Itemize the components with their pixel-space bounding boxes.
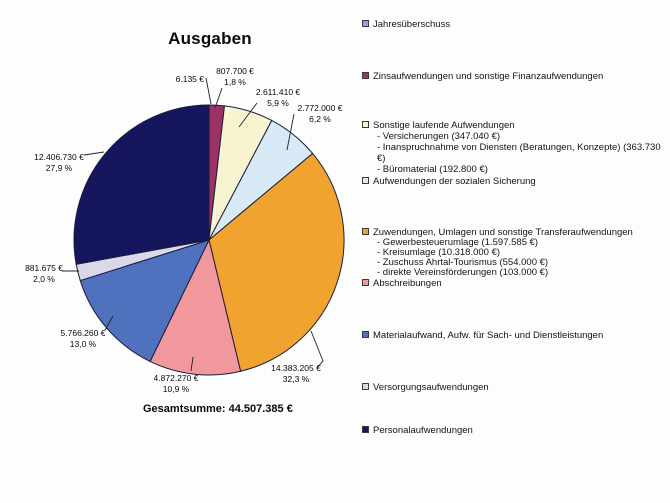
legend-color-swatch [362, 72, 369, 79]
legend-sub-item: - Büromaterial (192.800 €) [377, 164, 488, 175]
legend-color-swatch [362, 121, 369, 128]
slice-value-label: 12.406.730 € [34, 152, 84, 162]
legend-sub-items [377, 131, 668, 175]
legend-color-swatch [362, 279, 369, 286]
total-sum-label: Gesamtsumme: 44.507.385 € [143, 403, 293, 415]
slice-value-label: 5.766.260 € [60, 328, 106, 338]
slice-percent-label: 32,3 % [282, 374, 310, 384]
legend-item [362, 19, 668, 30]
slice-percent-label: 6,2 % [309, 114, 331, 124]
legend-item-label: Versorgungsaufwendungen [373, 382, 489, 393]
legend-sub-item: - direkte Vereinsförderungen (103.000 €) [377, 267, 549, 278]
legend-color-swatch [362, 228, 369, 235]
slice-value-label: 807.700 € [216, 66, 254, 76]
legend-color-swatch [362, 426, 369, 433]
legend-item-label: Zinsaufwendungen und sonstige Finanzaufwendungen [373, 71, 604, 82]
slice-value-label: 4.872.270 € [153, 373, 199, 383]
legend-color-swatch [362, 177, 369, 184]
slice-value-label: 881.675 € [25, 263, 63, 273]
legend-item [362, 120, 668, 175]
legend-item-label: Abschreibungen [373, 278, 442, 289]
legend-item-label: Aufwendungen der sozialen Sicherung [373, 176, 536, 187]
legend-sub-item: - Gewerbesteuerumlage (1.597.585 €) [377, 237, 539, 248]
legend-sub-item: - Inanspruchnahme von Diensten (Beratungen, Konzepte) (363.730 €) [377, 142, 661, 164]
legend-item [362, 425, 668, 436]
legend-sub-item: - Kreisumlage (10.318.000 €) [377, 247, 501, 258]
legend-sub-item: - Versicherungen (347.040 €) [377, 131, 501, 142]
legend-item-label: Sonstige laufende Aufwendungen [373, 120, 515, 131]
legend-item-label: Personalaufwendungen [373, 425, 473, 436]
legend-item [362, 227, 668, 278]
legend-item-label: Materialaufwand, Aufw. für Sach- und Dienstleistungen [373, 330, 604, 341]
legend-item [362, 278, 668, 289]
slice-value-label: 6.135 € [175, 74, 204, 84]
slice-value-label: 14.383.205 € [271, 363, 321, 373]
legend-sub-items [377, 238, 668, 278]
slice-value-label: 2.611.410 € [255, 87, 301, 97]
legend-color-swatch [362, 331, 369, 338]
slice-percent-label: 2,0 % [33, 274, 55, 284]
slice-percent-label: 1,8 % [224, 77, 246, 87]
slice-percent-label: 5,9 % [267, 98, 289, 108]
legend-item [362, 176, 668, 187]
legend-item [362, 71, 668, 82]
legend-item [362, 330, 668, 341]
legend-item-label: Jahresüberschuss [373, 19, 451, 30]
chart-title: Ausgaben [168, 29, 252, 48]
legend-color-swatch [362, 383, 369, 390]
slice-percent-label: 10,9 % [162, 384, 190, 394]
slice-value-label: 2.772.000 € [297, 103, 343, 113]
legend-sub-item: - Zuschuss Ahrtal-Tourismus (554.000 €) [377, 257, 549, 268]
slice-percent-label: 13,0 % [69, 339, 97, 349]
slice-percent-label: 27,9 % [45, 163, 73, 173]
legend-item-label: Zuwendungen, Umlagen und sonstige Transferaufwendungen [373, 227, 633, 238]
legend-color-swatch [362, 20, 369, 27]
legend-item [362, 382, 668, 393]
